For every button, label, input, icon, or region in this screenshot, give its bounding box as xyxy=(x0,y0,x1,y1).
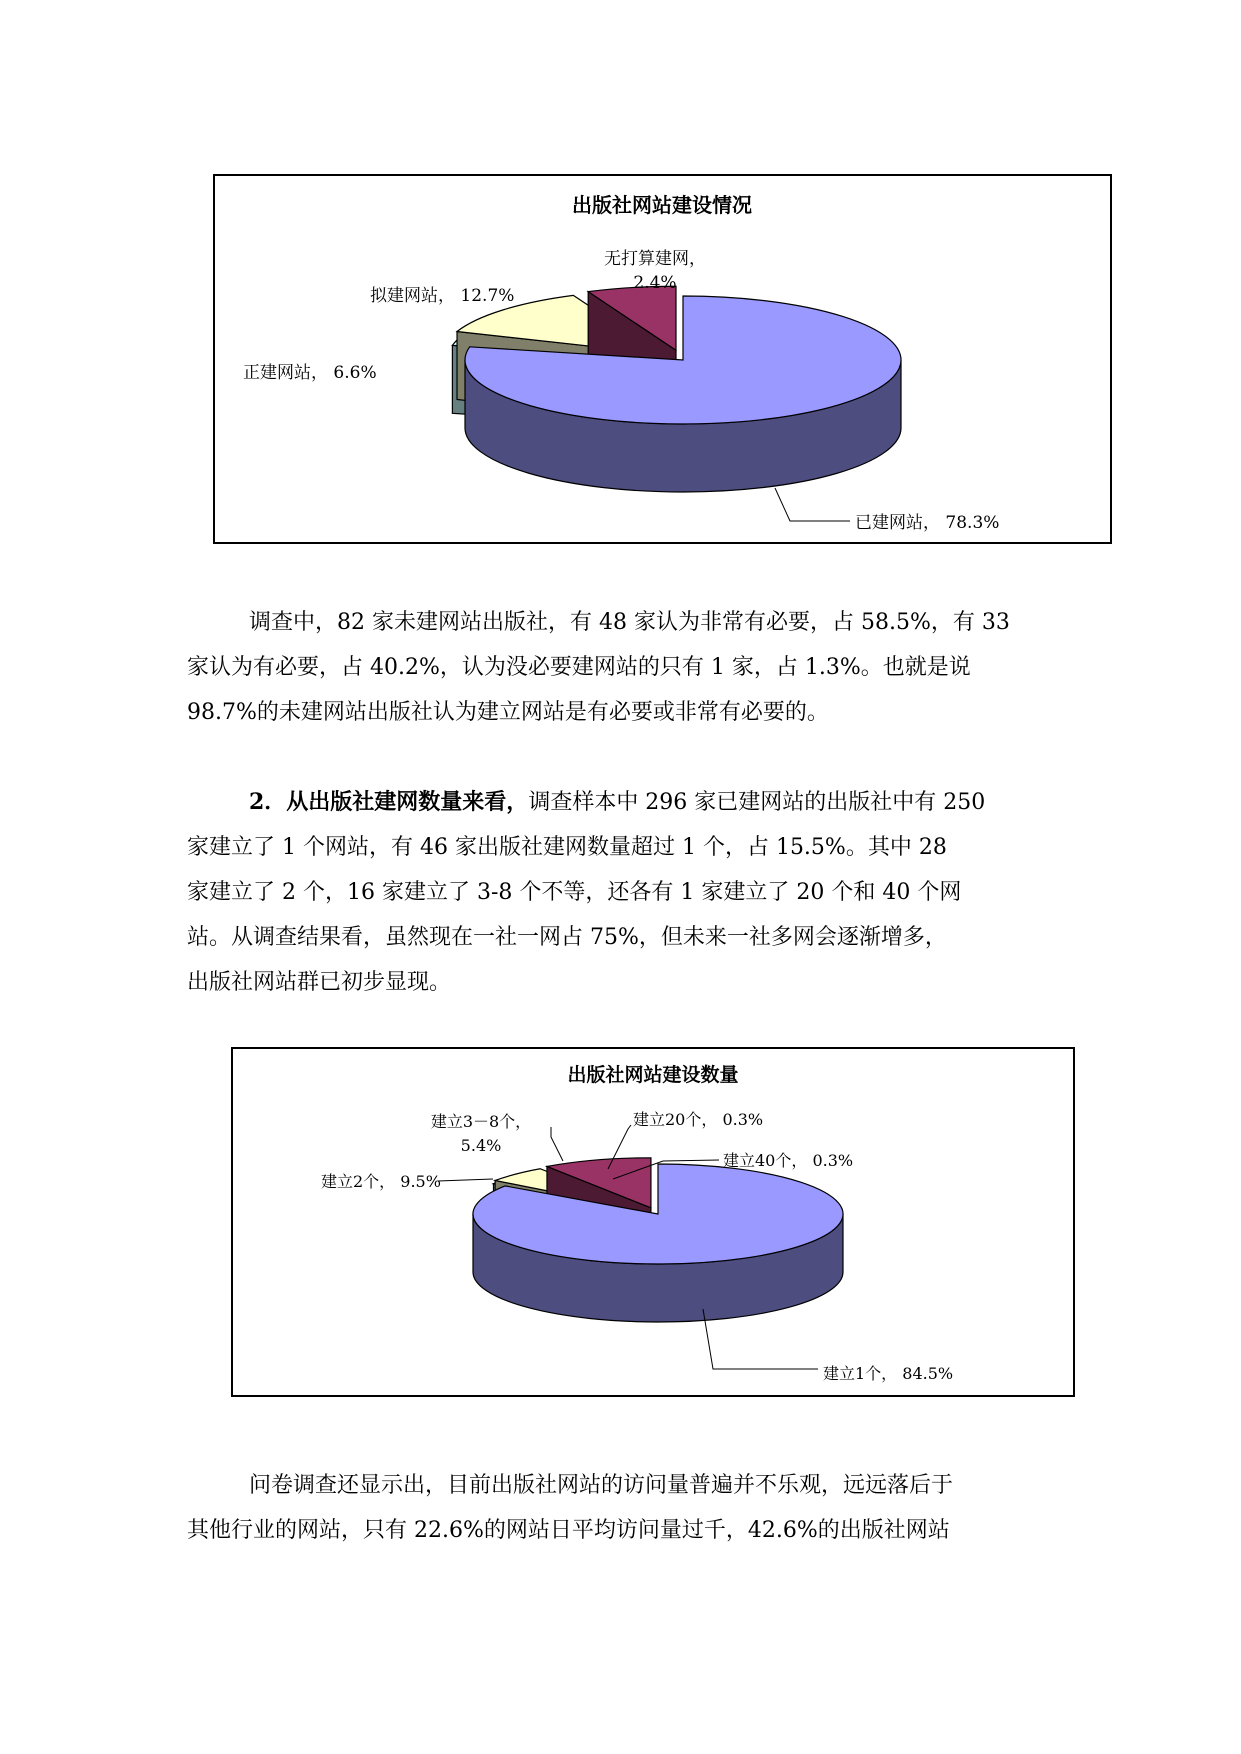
pie-chart-website-quantity xyxy=(231,1047,1075,1397)
slice-label xyxy=(703,1309,953,1383)
slice-label-text: 建立20个， 0.3% xyxy=(633,1110,764,1129)
paragraph-unbuilt-necessity xyxy=(187,600,1055,735)
slice-label-text: 5.4% xyxy=(460,1136,502,1155)
text-line: 家认为有必要，占 40.2%，认为没必要建网站的只有 1 家，占 1.3%。也就是说 xyxy=(187,655,971,680)
chart-title: 出版社网站建设数量 xyxy=(567,1064,739,1086)
pie-chart-2-canvas xyxy=(233,1049,1073,1395)
text-line: 其他行业的网站，只有 22.6%的网站日平均访问量过千，42.6%的出版社网站 xyxy=(187,1518,950,1543)
slice-label xyxy=(243,363,377,383)
slice-label-text: 无打算建网， xyxy=(604,249,706,269)
chart-title: 出版社网站建设情况 xyxy=(572,193,752,217)
slice-label-text: 已建网站， 78.3% xyxy=(855,513,1000,533)
leader-line xyxy=(551,1127,563,1161)
slice-label-text: 建立2个， 9.5% xyxy=(321,1172,441,1191)
paragraph-traffic xyxy=(187,1463,1055,1553)
text-line: 家建立了 1 个网站，有 46 家出版社建网数量超过 1 个，占 15.5%。其中 28 xyxy=(187,835,947,860)
pie-chart-website-status xyxy=(213,174,1112,544)
slice-label xyxy=(604,249,706,293)
text-line: 问卷调查还显示出，目前出版社网站的访问量普遍并不乐观，远远落后于 xyxy=(249,1473,954,1498)
slice-label-text: 2.4% xyxy=(633,273,677,293)
text-line: 98.7%的未建网站出版社认为建立网站是有必要或非常有必要的。 xyxy=(187,700,829,725)
leader-line xyxy=(438,1179,493,1181)
text-line xyxy=(187,780,1055,825)
slice-label-text: 建立40个， 0.3% xyxy=(723,1151,854,1170)
paragraph-website-quantity xyxy=(187,780,1055,1005)
leader-line xyxy=(775,488,850,521)
slice-label xyxy=(321,1172,493,1191)
text-run: 调查样本中 296 家已建网站的出版社中有 250 xyxy=(528,790,986,815)
text-line: 出版社网站群已初步显现。 xyxy=(187,970,452,995)
slice-label-text: 建立3－8个， xyxy=(430,1112,532,1131)
slice-label-text: 正建网站， 6.6% xyxy=(243,363,377,383)
text-line: 调查中，82 家未建网站出版社，有 48 家认为非常有必要，占 58.5%，有 33 xyxy=(249,610,1010,635)
text-line: 家建立了 2 个，16 家建立了 3-8 个不等，还各有 1 家建立了 20 个和 40 个网 xyxy=(187,880,962,905)
text-line: 站。从调查结果看，虽然现在一社一网占 75%，但未来一社多网会逐渐增多， xyxy=(187,925,947,950)
slice-label xyxy=(775,488,999,533)
section-heading: 2．从出版社建网数量来看， xyxy=(249,789,529,815)
pie-chart-1-canvas xyxy=(215,176,1110,542)
slice-label xyxy=(431,1112,563,1161)
slice-label xyxy=(370,286,514,306)
slice-label-text: 建立1个， 84.5% xyxy=(823,1364,954,1383)
slice-label-text: 拟建网站， 12.7% xyxy=(370,286,515,306)
